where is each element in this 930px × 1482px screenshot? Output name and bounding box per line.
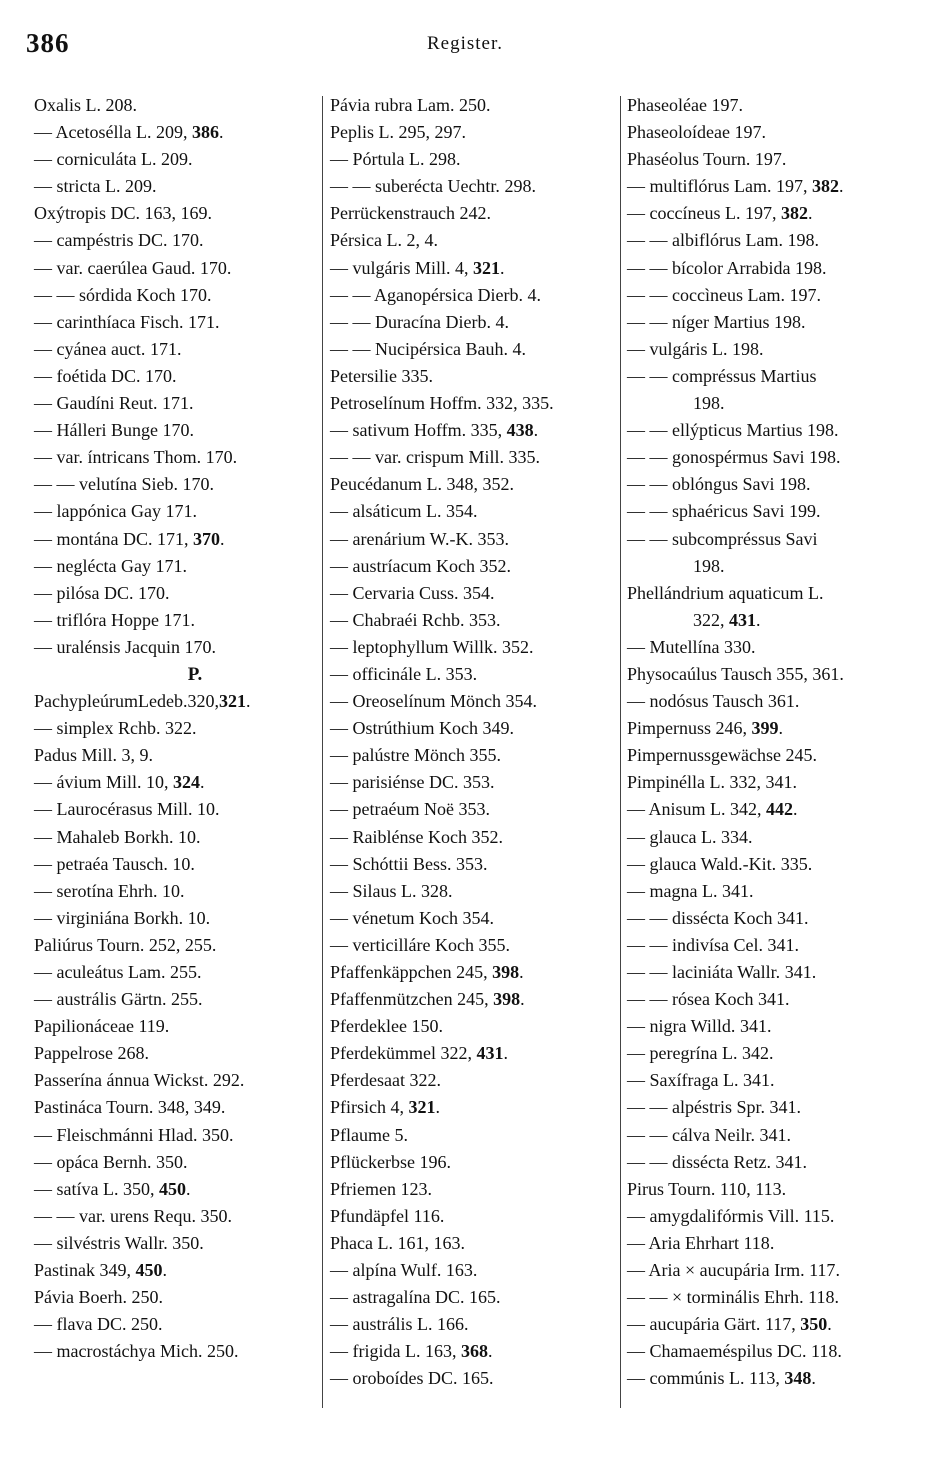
index-entry: — var. caerúlea Gaud. 170. (34, 257, 232, 278)
index-entry: Pfundäpfel 116. (330, 1205, 445, 1226)
index-entry: — macrostáchya Mich. 250. (34, 1341, 239, 1362)
index-entry: 198. (693, 555, 725, 576)
index-entry: — Laurocérasus Mill. 10. (34, 799, 220, 820)
index-entry: — neglécta Gay 171. (34, 555, 187, 576)
index-entry: — Saxífraga L. 341. (627, 1070, 775, 1091)
column-rule-2 (620, 96, 621, 1408)
index-entry: Pfriemen 123. (330, 1178, 432, 1199)
index-entry: — — sórdida Koch 170. (34, 284, 212, 305)
index-entry: — coccíneus L. 197, 382. (627, 203, 813, 224)
index-entry: — nodósus Tausch 361. (627, 691, 800, 712)
index-entry: Petroselínum Hoffm. 332, 335. (330, 393, 554, 414)
section-letter: P. (187, 663, 203, 685)
index-entry: — — coccìneus Lam. 197. (627, 284, 821, 305)
index-entry: — — ellýpticus Martius 198. (627, 420, 839, 441)
index-entry: Pérsica L. 2, 4. (330, 230, 438, 251)
index-entry: Pimpinélla L. 332, 341. (627, 772, 797, 793)
index-entry: Pirus Tourn. 110, 113. (627, 1178, 787, 1199)
index-entry: Pfaffenmützchen 245, 398. (330, 989, 525, 1010)
index-entry: — peregrína L. 342. (627, 1043, 774, 1064)
index-entry: Phaseoléae 197. (627, 95, 743, 115)
index-entry: — virginiána Borkh. 10. (34, 907, 211, 928)
index-entry: Pferdekümmel 322, 431. (330, 1043, 508, 1064)
index-column-1 (34, 92, 320, 1365)
index-entry: Pferdesaat 322. (330, 1070, 441, 1091)
index-entry: — magna L. 341. (627, 880, 754, 901)
index-entry: Pastinak 349, 450. (34, 1260, 167, 1281)
index-entry: — austrális Gärtn. 255. (34, 989, 203, 1010)
index-entry: — uralénsis Jacquin 170. (34, 636, 216, 657)
index-entry: Pferdeklee 150. (330, 1016, 443, 1037)
index-entry: — palústre Mönch 355. (330, 745, 501, 766)
index-entry: — frigida L. 163, 368. (330, 1341, 493, 1362)
index-entry: — — compréssus Martius (627, 365, 817, 386)
index-entry: — — Aganopérsica Dierb. 4. (330, 284, 541, 305)
index-entry: — — × torminális Ehrh. 118. (627, 1287, 839, 1308)
index-entry: Pfaffenkäppchen 245, 398. (330, 962, 524, 982)
index-entry: Pávia rubra Lam. 250. (330, 95, 491, 115)
index-entry: Peplis L. 295, 297. (330, 122, 467, 143)
index-entry: — Mahaleb Borkh. 10. (34, 826, 201, 847)
index-entry: — aucupária Gärt. 117, 350. (627, 1314, 832, 1335)
index-entry: — petraéum Noë 353. (330, 799, 490, 820)
index-entry: — ávium Mill. 10, 324. (34, 772, 205, 793)
index-entry: — Anisum L. 342, 442. (627, 799, 798, 820)
index-entry: — amygdalifórmis Vill. 115. (627, 1205, 835, 1226)
index-entry: — campéstris DC. 170. (34, 230, 204, 251)
index-entry: — verticilláre Koch 355. (330, 934, 510, 955)
index-entry: — lappónica Gay 171. (34, 501, 197, 522)
index-entry: — — laciniáta Wallr. 341. (627, 962, 817, 982)
index-entry: Peucédanum L. 348, 352. (330, 474, 514, 495)
column-rule-1 (322, 96, 323, 1408)
index-entry: — leptophyllum Willk. 352. (330, 636, 534, 657)
index-entry: — Fleischmánni Hlad. 350. (34, 1124, 234, 1145)
index-entry: Pappelrose 268. (34, 1043, 149, 1064)
index-entry: — — subcompréssus Savi (627, 528, 818, 549)
index-entry: — Hálleri Bunge 170. (34, 420, 194, 441)
index-entry: — — dissécta Retz. 341. (627, 1151, 807, 1172)
index-entry: — oroboídes DC. 165. (330, 1368, 494, 1389)
index-entry: — commúnis L. 113, 348. (627, 1368, 816, 1389)
index-entry: — parisiénse DC. 353. (330, 772, 495, 793)
index-entry: — Cervaria Cuss. 354. (330, 582, 495, 603)
index-entry: — — oblóngus Savi 198. (627, 474, 811, 495)
index-entry: Phaca L. 161, 163. (330, 1232, 465, 1253)
index-entry: Physocaúlus Tausch 355, 361. (627, 663, 844, 684)
index-entry: — austríacum Koch 352. (330, 555, 511, 576)
index-entry: — pilósa DC. 170. (34, 582, 170, 603)
index-entry: — — bícolor Arrabida 198. (627, 257, 827, 278)
index-entry: — petraéa Tausch. 10. (34, 853, 195, 874)
index-entry: — vénetum Koch 354. (330, 907, 494, 928)
index-entry: — sativum Hoffm. 335, 438. (330, 420, 539, 441)
index-column-2 (330, 92, 618, 1393)
index-entry: Petersilie 335. (330, 365, 433, 386)
index-entry: — — rósea Koch 341. (627, 989, 790, 1010)
index-entry: — cyánea auct. 171. (34, 338, 182, 359)
index-entry: Pflückerbse 196. (330, 1151, 451, 1172)
index-entry: Phellándrium aquaticum L. (627, 582, 824, 603)
index-entry: — simplex Rchb. 322. (34, 718, 197, 739)
index-entry: — Aria Ehrhart 118. (627, 1232, 775, 1253)
index-entry: — opáca Bernh. 350. (34, 1151, 188, 1172)
index-entry: — — dissécta Koch 341. (627, 907, 809, 928)
index-entry: — — indivísa Cel. 341. (627, 934, 799, 955)
index-entry: — — gonospérmus Savi 198. (627, 447, 841, 468)
page-number: 386 (26, 28, 70, 58)
index-entry: — astragalína DC. 165. (330, 1287, 501, 1308)
index-entry: Papilionáceae 119. (34, 1016, 170, 1037)
index-entry: — carinthíaca Fisch. 171. (34, 311, 220, 332)
index-entry: — montána DC. 171, 370. (34, 528, 225, 549)
index-entry: Passerína ánnua Wickst. 292. (34, 1070, 245, 1091)
index-entry: — Aria × aucupária Irm. 117. (627, 1260, 840, 1281)
index-entry: — alpína Wulf. 163. (330, 1260, 478, 1281)
index-entry: Pimpernussgewächse 245. (627, 745, 817, 766)
index-entry: Oxalis L. 208. (34, 95, 137, 115)
index-column-3 (627, 92, 917, 1393)
index-entry: Pflaume 5. (330, 1124, 408, 1145)
index-entry: — glauca L. 334. (627, 826, 753, 847)
index-entry: — Silaus L. 328. (330, 880, 453, 901)
index-entry: — var. íntricans Thom. 170. (34, 447, 238, 468)
index-entry: Pfirsich 4, 321. (330, 1097, 440, 1118)
index-entry: Perrückenstrauch 242. (330, 203, 491, 224)
index-entry: Phaséolus Tourn. 197. (627, 149, 787, 170)
index-entry: — aculeátus Lam. 255. (34, 962, 202, 982)
index-entry: Pimpernuss 246, 399. (627, 718, 784, 739)
index-entry: Paliúrus Tourn. 252, 255. (34, 934, 217, 955)
index-entry: — — Duracína Dierb. 4. (330, 311, 509, 332)
index-entry: — — albiflórus Lam. 198. (627, 230, 819, 251)
running-head: Register. (426, 33, 504, 54)
index-entry: — — cálva Neilr. 341. (627, 1124, 791, 1145)
index-entry: Padus Mill. 3, 9. (34, 745, 154, 766)
index-entry: — — sphaéricus Savi 199. (627, 501, 821, 522)
index-entry: — — níger Martius 198. (627, 311, 806, 332)
index-entry: — austrális L. 166. (330, 1314, 469, 1335)
index-entry: 322, 431. (693, 609, 761, 630)
index-entry: — — var. urens Requ. 350. (34, 1205, 232, 1226)
index-entry: — stricta L. 209. (34, 176, 157, 197)
index-entry: — Pórtula L. 298. (330, 149, 461, 170)
index-entry: — — var. crispum Mill. 335. (330, 447, 540, 468)
index-entry: — Mutellína 330. (627, 636, 756, 657)
index-entry: — — velutína Sieb. 170. (34, 474, 214, 495)
index-entry: — — Nucipérsica Bauh. 4. (330, 338, 526, 359)
index-entry: — Ostrúthium Koch 349. (330, 718, 514, 739)
index-entry: — arenárium W.-K. 353. (330, 528, 509, 549)
index-entry: — Chamaeméspilus DC. 118. (627, 1341, 842, 1362)
index-entry: PachypleúrumLedeb.320,321. (34, 691, 251, 712)
index-entry: — officinále L. 353. (330, 663, 478, 684)
index-entry: Pastináca Tourn. 348, 349. (34, 1097, 226, 1118)
index-entry: — vulgáris L. 198. (627, 338, 764, 359)
index-entry: — triflóra Hoppe 171. (34, 609, 195, 630)
index-entry: — nigra Willd. 341. (627, 1016, 772, 1037)
index-entry: — vulgáris Mill. 4, 321. (330, 257, 505, 278)
index-entry: Pávia Boerh. 250. (34, 1287, 163, 1308)
index-entry: — Acetosélla L. 209, 386. (34, 122, 224, 143)
index-entry: — — suberécta Uechtr. 298. (330, 176, 536, 197)
index-entry: Oxýtropis DC. 163, 169. (34, 203, 213, 224)
index-entry: — Chabraéi Rchb. 353. (330, 609, 501, 630)
index-entry: — flava DC. 250. (34, 1314, 163, 1335)
index-entry: — Raiblénse Koch 352. (330, 826, 503, 847)
index-entry: Phaseoloídeae 197. (627, 122, 766, 143)
index-entry: — corniculáta L. 209. (34, 149, 193, 170)
index-entry: — — alpéstris Spr. 341. (627, 1097, 801, 1118)
index-entry: — multiflórus Lam. 197, 382. (627, 176, 844, 197)
index-entry: — serotína Ehrh. 10. (34, 880, 185, 901)
index-entry: — alsáticum L. 354. (330, 501, 478, 522)
index-entry: — silvéstris Wallr. 350. (34, 1232, 204, 1253)
index-entry: 198. (693, 393, 725, 414)
index-entry: — Schóttii Bess. 353. (330, 853, 488, 874)
index-entry: — satíva L. 350, 450. (34, 1178, 191, 1199)
index-entry: — Gaudíni Reut. 171. (34, 393, 194, 414)
index-entry: — glauca Wald.-Kit. 335. (627, 853, 813, 874)
index-entry: — Oreoselínum Mönch 354. (330, 691, 537, 712)
index-entry: — foétida DC. 170. (34, 365, 177, 386)
